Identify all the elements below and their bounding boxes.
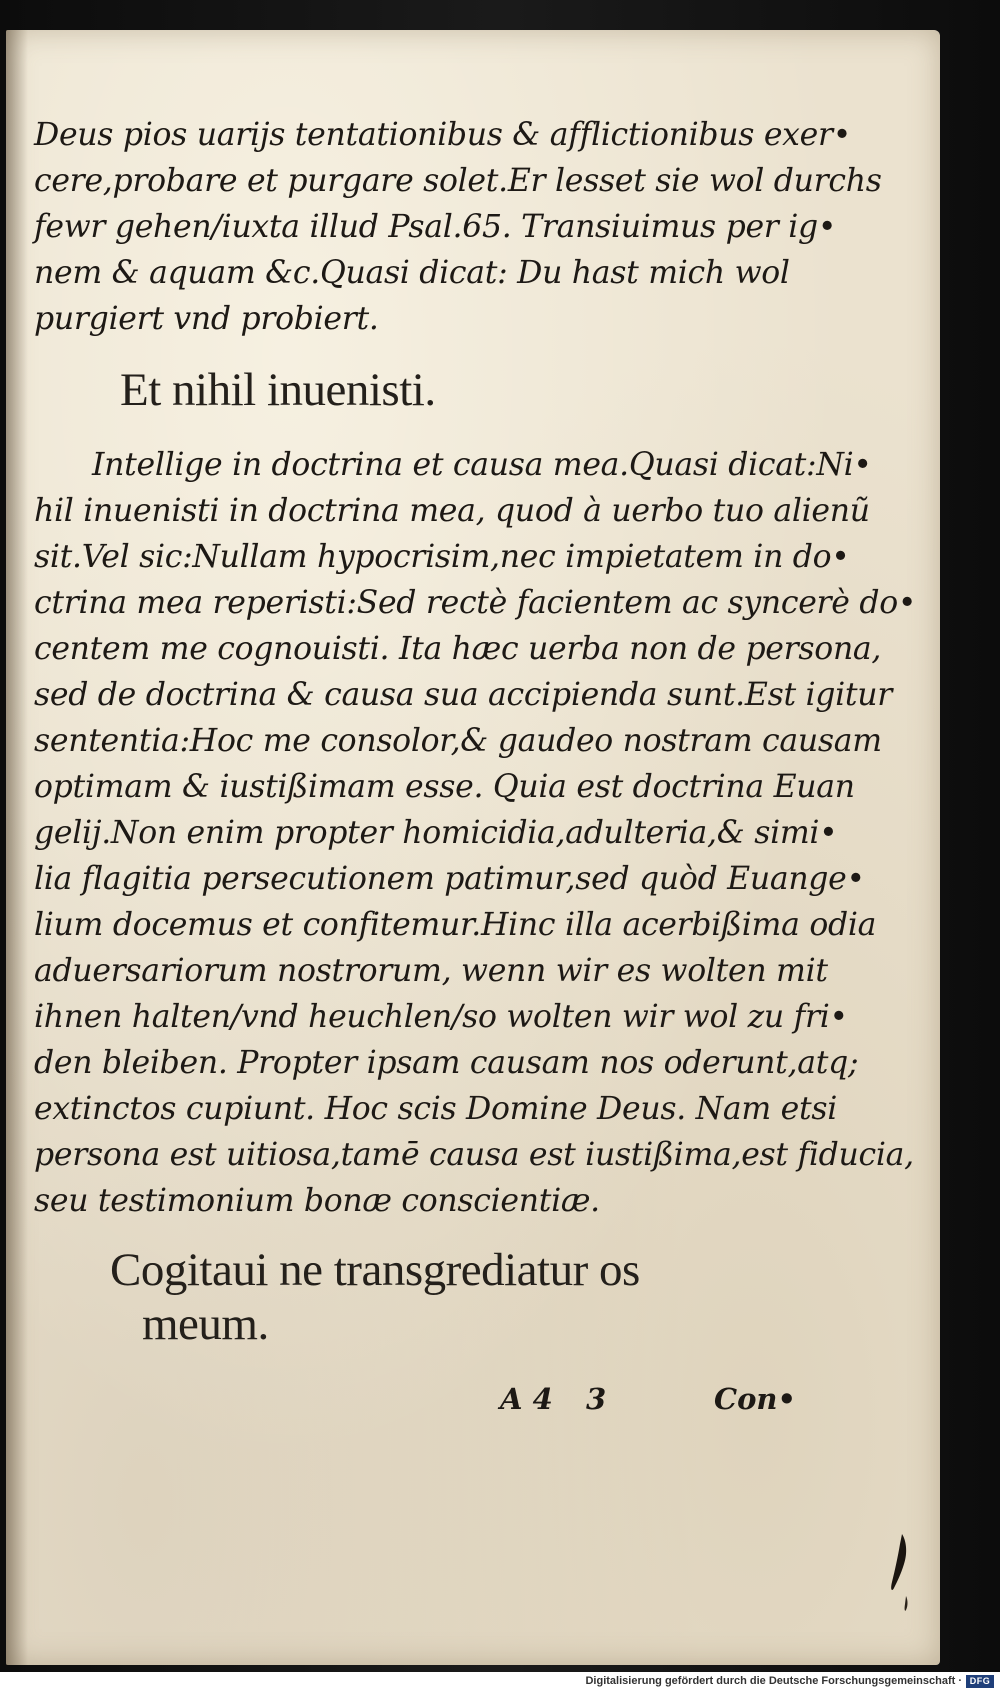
- paragraph-2-line: ihnen halten/vnd heuchlen/so wolten wir wol zu fri•: [34, 999, 848, 1035]
- paragraph-1-line: cere,probare et purgare solet.Er lesset sie wol durchs: [34, 163, 882, 199]
- paragraph-2-line: ctrina mea reperisti:Sed rectè facientem ac syncerè do•: [34, 585, 917, 621]
- paragraph-2: [34, 442, 917, 1224]
- lemma-heading-1: Et nihil inuenisti.: [120, 364, 436, 416]
- paragraph-2-line: hil inuenisti in doctrina mea, quod à uerbo tuo alienũ: [34, 493, 870, 529]
- paragraph-2-line: aduersariorum nostrorum, wenn wir es wolten mit: [34, 953, 828, 989]
- ink-stain-mark: [884, 1530, 918, 1630]
- paragraph-2-line: gelij.Non enim propter homicidia,adulteria,& simi•: [34, 815, 838, 851]
- paragraph-2-line: persona est uitiosa,tamē causa est iustißima,est fiducia,: [34, 1137, 914, 1173]
- folio-number: 3: [586, 1382, 607, 1416]
- catchword: Con•: [714, 1382, 797, 1416]
- paragraph-2-line: lia flagitia persecutionem patimur,sed quòd Euange•: [34, 861, 865, 897]
- paragraph-1-line: purgiert vnd probiert.: [34, 301, 379, 337]
- lemma-heading-2-line-1: Cogitaui ne transgrediatur os: [110, 1244, 640, 1296]
- paragraph-2-line: sed de doctrina & causa sua accipienda sunt.Est igitur: [34, 677, 893, 713]
- paragraph-2-line: optimam & iustißimam esse. Quia est doctrina Euan: [34, 769, 855, 805]
- paragraph-2-line: extinctos cupiunt. Hoc scis Domine Deus. Nam etsi: [34, 1091, 837, 1127]
- paragraph-1-line: fewr gehen/iuxta illud Psal.65. Transiuimus per ig•: [34, 209, 837, 245]
- paragraph-1: [34, 112, 882, 342]
- paragraph-2-line: centem me cognouisti. Ita hæc uerba non de persona,: [34, 631, 882, 667]
- lemma-heading-2-line-2: meum.: [142, 1298, 269, 1350]
- paragraph-2-line: sit.Vel sic:Nullam hypocrisim,nec impietatem in do•: [34, 539, 850, 575]
- paragraph-1-line: Deus pios uarijs tentationibus & afflictionibus exer•: [34, 117, 852, 153]
- paragraph-2-line: sententia:Hoc me consolor,& gaudeo nostram causam: [34, 723, 882, 759]
- paragraph-2-line: lium docemus et confitemur.Hinc illa acerbißima odia: [34, 907, 877, 943]
- digitization-footer: [0, 1672, 1000, 1692]
- book-page: [6, 30, 940, 1665]
- paragraph-2-line: seu testimonium bonæ conscientiæ.: [34, 1183, 600, 1219]
- paragraph-1-line: nem & aquam &c.Quasi dicat: Du hast mich wol: [34, 255, 790, 291]
- signature-mark: A 4: [500, 1382, 553, 1416]
- text-block: [34, 112, 917, 1354]
- paragraph-2-line: Intellige in doctrina et causa mea.Quasi dicat:Ni•: [92, 447, 872, 483]
- funding-credit: Digitalisierung gefördert durch die Deutsche Forschungsgemeinschaft ·: [585, 1675, 962, 1687]
- dfg-logo-icon: DFG: [966, 1675, 994, 1688]
- paragraph-2-line: den bleiben. Propter ipsam causam nos oderunt,atq;: [34, 1045, 859, 1081]
- spine-shadow: [6, 30, 28, 1665]
